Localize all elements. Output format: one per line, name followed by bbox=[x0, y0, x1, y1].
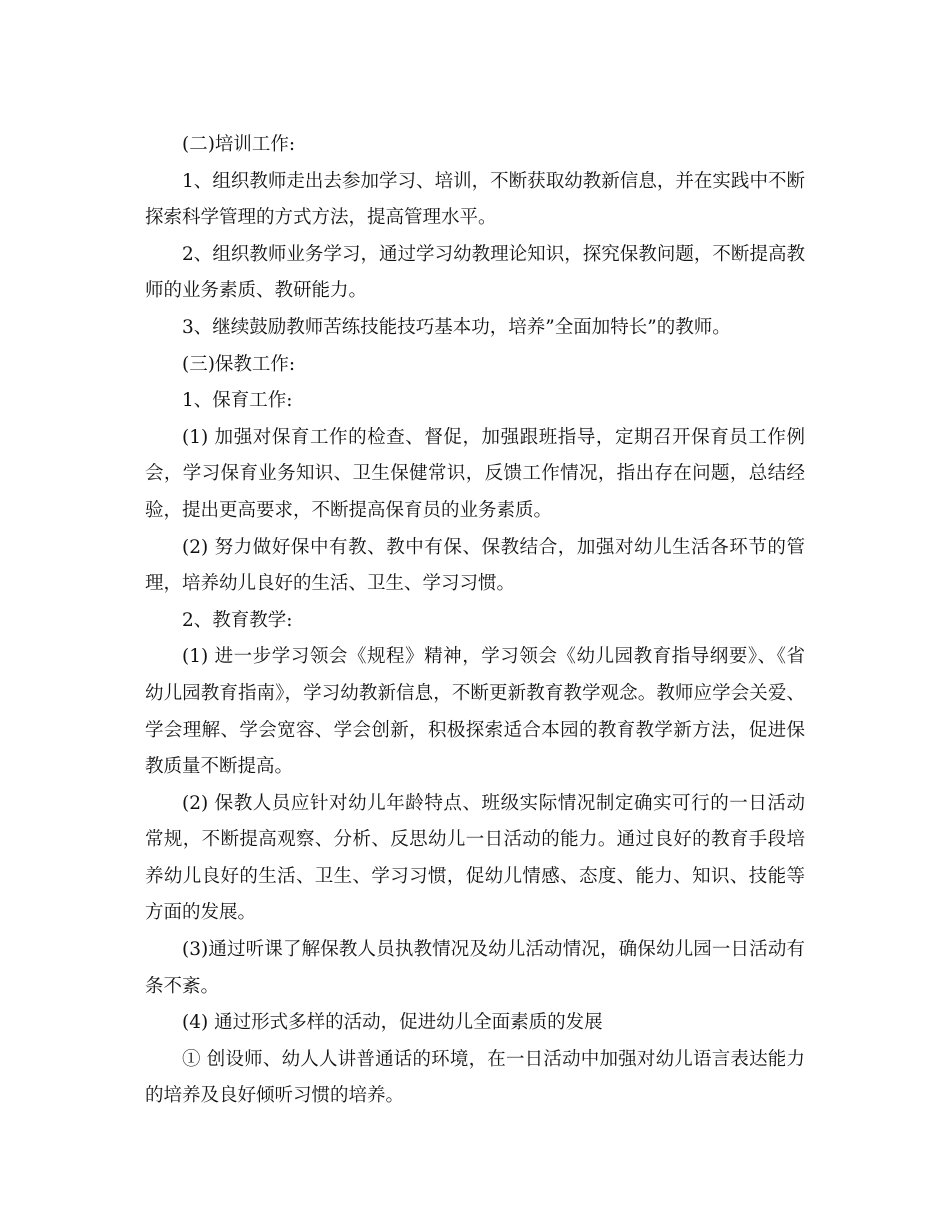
section-heading-care-education: (三)保教工作: bbox=[182, 353, 296, 375]
paragraph: (1) 加强对保育工作的检查、督促，加强跟班指导，定期召开保育员工作例会，学习保育业务知识、卫生保健常识，反馈工作情况，指出存在问题，总结经验，提出更高要求，不断提高保育员的业务素质。 bbox=[145, 426, 805, 521]
document-body bbox=[145, 127, 805, 1115]
subsection-heading-care: 1、保育工作: bbox=[182, 390, 293, 412]
section-heading-training: (二)培训工作: bbox=[182, 134, 296, 155]
paragraph: 1、组织教师走出去参加学习、培训，不断获取幼教新信息，并在实践中不断探索科学管理的方式方法，提高管理水平。 bbox=[145, 170, 805, 229]
paragraph: (3)通过听课了解保教人员执教情况及幼儿活动情况，确保幼儿园一日活动有条不紊。 bbox=[145, 939, 805, 997]
paragraph: 3、继续鼓励教师苦练技能技巧基本功，培养”全面加特长”的教师。 bbox=[182, 316, 731, 338]
paragraph: (2) 努力做好保中有教、教中有保、保教结合，加强对幼儿生活各环节的管理，培养幼儿良好的生活、卫生、学习习惯。 bbox=[145, 536, 805, 595]
paragraph: (1) 进一步学习领会《规程》精神，学习领会《幼儿园教育指导纲要》、《省幼儿园教育指南》，学习幼教新信息，不断更新教育教学观念。教师应学会关爱、学会理解、学会宽容、学会创新，积极探索适合本园的教育教学新方法，促进保教质量不断提高。 bbox=[145, 646, 805, 778]
paragraph: (4) 通过形式多样的活动，促进幼儿全面素质的发展 bbox=[182, 1012, 603, 1034]
paragraph: ① 创设师、幼人人讲普通话的环境，在一日活动中加强对幼儿语言表达能力的培养及良好倾听习惯的培养。 bbox=[145, 1048, 805, 1107]
paragraph: 2、组织教师业务学习，通过学习幼教理论知识，探究保教问题，不断提高教师的业务素质、教研能力。 bbox=[145, 243, 805, 302]
subsection-heading-teaching: 2、教育教学: bbox=[182, 609, 293, 631]
paragraph: (2) 保教人员应针对幼儿年龄特点、班级实际情况制定确实可行的一日活动常规，不断提高观察、分析、反思幼儿一日活动的能力。通过良好的教育手段培养幼儿良好的生活、卫生、学习习惯，促幼儿情感、态度、能力、知识、技能等方面的发展。 bbox=[145, 792, 805, 924]
